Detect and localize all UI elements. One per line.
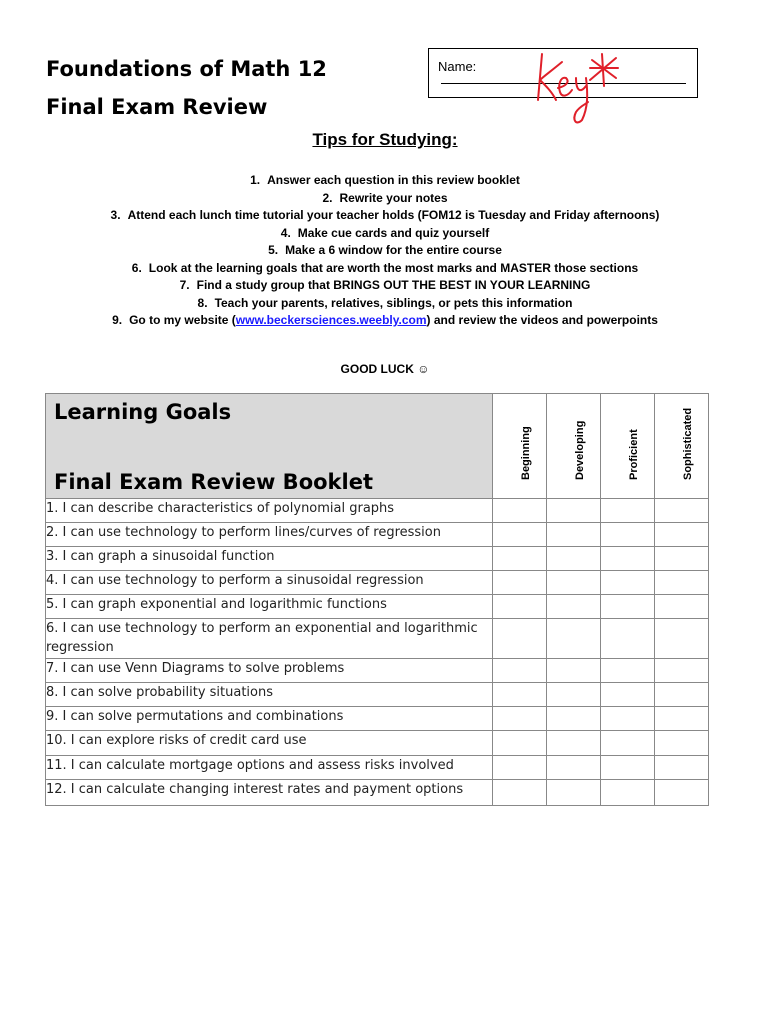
rating-cell-developing[interactable] [547, 523, 601, 547]
rating-cell-proficient[interactable] [601, 731, 655, 756]
rating-cell-beginning[interactable] [493, 756, 547, 780]
table-row [46, 499, 709, 523]
table-header [46, 394, 493, 499]
level-header-proficient: Proficient [601, 394, 655, 499]
table-row [46, 756, 709, 780]
rating-cell-beginning[interactable] [493, 659, 547, 683]
rating-cell-developing[interactable] [547, 731, 601, 756]
tips-heading: Tips for Studying: [312, 130, 458, 149]
learning-goals-table [45, 393, 709, 806]
table-row [46, 731, 709, 756]
good-luck-message: GOOD LUCK ☺ [340, 362, 430, 376]
rating-cell-beginning[interactable] [493, 683, 547, 707]
goal-text: 7. I can use Venn Diagrams to solve problems [46, 659, 493, 683]
table-row [46, 595, 709, 619]
table-row [46, 571, 709, 595]
table-row [46, 683, 709, 707]
rating-cell-beginning[interactable] [493, 619, 547, 659]
rating-cell-proficient[interactable] [601, 571, 655, 595]
goal-text: 10. I can explore risks of credit card use [46, 731, 493, 756]
tip-item: 7. Find a study group that BRINGS OUT THE BEST IN YOUR LEARNING [179, 278, 591, 292]
level-header-beginning: Beginning [493, 394, 547, 499]
website-link[interactable]: www.beckersciences.weebly.com [235, 313, 427, 327]
rating-cell-proficient[interactable] [601, 499, 655, 523]
tip-item: 1. Answer each question in this review booklet [250, 173, 520, 187]
goal-text: 1. I can describe characteristics of polynomial graphs [46, 499, 493, 523]
tip-item: 5. Make a 6 window for the entire course [268, 243, 502, 257]
table-row [46, 547, 709, 571]
rating-cell-developing[interactable] [547, 547, 601, 571]
goal-text: 8. I can solve probability situations [46, 683, 493, 707]
rating-cell-sophisticated[interactable] [655, 780, 709, 806]
tips-list [0, 172, 770, 330]
table-row [46, 780, 709, 806]
rating-cell-beginning[interactable] [493, 780, 547, 806]
rating-cell-sophisticated[interactable] [655, 756, 709, 780]
table-row [46, 707, 709, 731]
rating-cell-beginning[interactable] [493, 731, 547, 756]
goal-text: 2. I can use technology to perform lines/curves of regression [46, 523, 493, 547]
rating-cell-proficient[interactable] [601, 707, 655, 731]
rating-cell-developing[interactable] [547, 571, 601, 595]
title-line-2: Final Exam Review [46, 95, 268, 119]
goal-text: 12. I can calculate changing interest rates and payment options [46, 780, 493, 806]
rating-cell-proficient[interactable] [601, 547, 655, 571]
rating-cell-proficient[interactable] [601, 780, 655, 806]
table-row [46, 659, 709, 683]
rating-cell-developing[interactable] [547, 659, 601, 683]
rating-cell-proficient[interactable] [601, 756, 655, 780]
rating-cell-sophisticated[interactable] [655, 659, 709, 683]
name-label: Name: [438, 59, 477, 74]
rating-cell-sophisticated[interactable] [655, 499, 709, 523]
rating-cell-developing[interactable] [547, 499, 601, 523]
goal-text: 5. I can graph exponential and logarithmic functions [46, 595, 493, 619]
rating-cell-proficient[interactable] [601, 595, 655, 619]
tip-item: 6. Look at the learning goals that are worth the most marks and MASTER those sections [131, 260, 639, 275]
level-header-developing: Developing [547, 394, 601, 499]
rating-cell-sophisticated[interactable] [655, 571, 709, 595]
level-header-sophisticated: Sophisticated [655, 394, 709, 499]
rating-cell-proficient[interactable] [601, 683, 655, 707]
rating-cell-sophisticated[interactable] [655, 523, 709, 547]
rating-cell-developing[interactable] [547, 756, 601, 780]
rating-cell-developing[interactable] [547, 595, 601, 619]
rating-cell-proficient[interactable] [601, 523, 655, 547]
table-row [46, 523, 709, 547]
title-line-1: Foundations of Math 12 [46, 57, 327, 81]
goal-text: 9. I can solve permutations and combinations [46, 707, 493, 731]
tip-item: 2. Rewrite your notes [322, 190, 448, 205]
rating-cell-sophisticated[interactable] [655, 619, 709, 659]
rating-cell-developing[interactable] [547, 683, 601, 707]
goal-text: 4. I can use technology to perform a sinusoidal regression [46, 571, 493, 595]
rating-cell-beginning[interactable] [493, 547, 547, 571]
rating-cell-beginning[interactable] [493, 595, 547, 619]
rating-cell-sophisticated[interactable] [655, 731, 709, 756]
table-heading-booklet: Final Exam Review Booklet [54, 470, 373, 494]
goals-table-body [46, 499, 709, 806]
rating-cell-beginning[interactable] [493, 523, 547, 547]
rating-cell-sophisticated[interactable] [655, 683, 709, 707]
tip-item: 4. Make cue cards and quiz yourself [280, 225, 490, 240]
goal-text: 3. I can graph a sinusoidal function [46, 547, 493, 571]
rating-cell-beginning[interactable] [493, 499, 547, 523]
rating-cell-sophisticated[interactable] [655, 547, 709, 571]
rating-cell-sophisticated[interactable] [655, 595, 709, 619]
rating-cell-beginning[interactable] [493, 707, 547, 731]
rating-cell-proficient[interactable] [601, 619, 655, 659]
goal-text: 6. I can use technology to perform an exponential and logarithmic regression [46, 619, 493, 659]
goal-text: 11. I can calculate mortgage options and assess risks involved [46, 756, 493, 780]
rating-cell-developing[interactable] [547, 707, 601, 731]
table-row [46, 619, 709, 659]
table-heading-learning-goals: Learning Goals [54, 400, 232, 424]
tip-item: 3. Attend each lunch time tutorial your teacher holds (FOM12 is Tuesday and Friday afternoons) [110, 208, 660, 222]
page-title [46, 50, 327, 126]
rating-cell-beginning[interactable] [493, 571, 547, 595]
handwritten-key-signature [528, 46, 623, 128]
rating-cell-proficient[interactable] [601, 659, 655, 683]
rating-cell-sophisticated[interactable] [655, 707, 709, 731]
tip-item: 8. Teach your parents, relatives, siblings, or pets this information [197, 295, 573, 310]
rating-cell-developing[interactable] [547, 780, 601, 806]
rating-cell-developing[interactable] [547, 619, 601, 659]
tip-item: 9. Go to my website (www.beckersciences.weebly.com) and review the videos and powerpoints [112, 313, 658, 327]
